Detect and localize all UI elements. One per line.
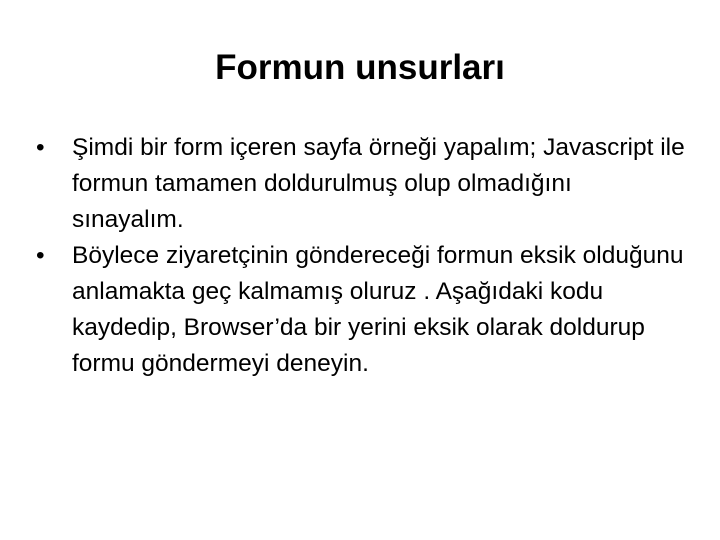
bullet-text: Şimdi bir form içeren sayfa örneği yapalım; Javascript ile formun tamamen doldurulmuş olup olmadığını sınayalım. [72, 134, 685, 233]
bullet-item [36, 130, 690, 238]
slide-title: Formun unsurları [215, 48, 505, 87]
bullet-marker: • [36, 134, 45, 161]
bullet-list [36, 130, 690, 382]
bullet-text: Böylece ziyaretçinin göndereceği formun eksik olduğunu anlamakta geç kalmamış oluruz . Aşağıdaki kodu kaydedip, Browser’da bir yerini eksik olarak doldurup formu göndermeyi deneyin. [72, 242, 684, 377]
bullet-marker: • [36, 242, 45, 269]
bullet-item [36, 238, 690, 382]
